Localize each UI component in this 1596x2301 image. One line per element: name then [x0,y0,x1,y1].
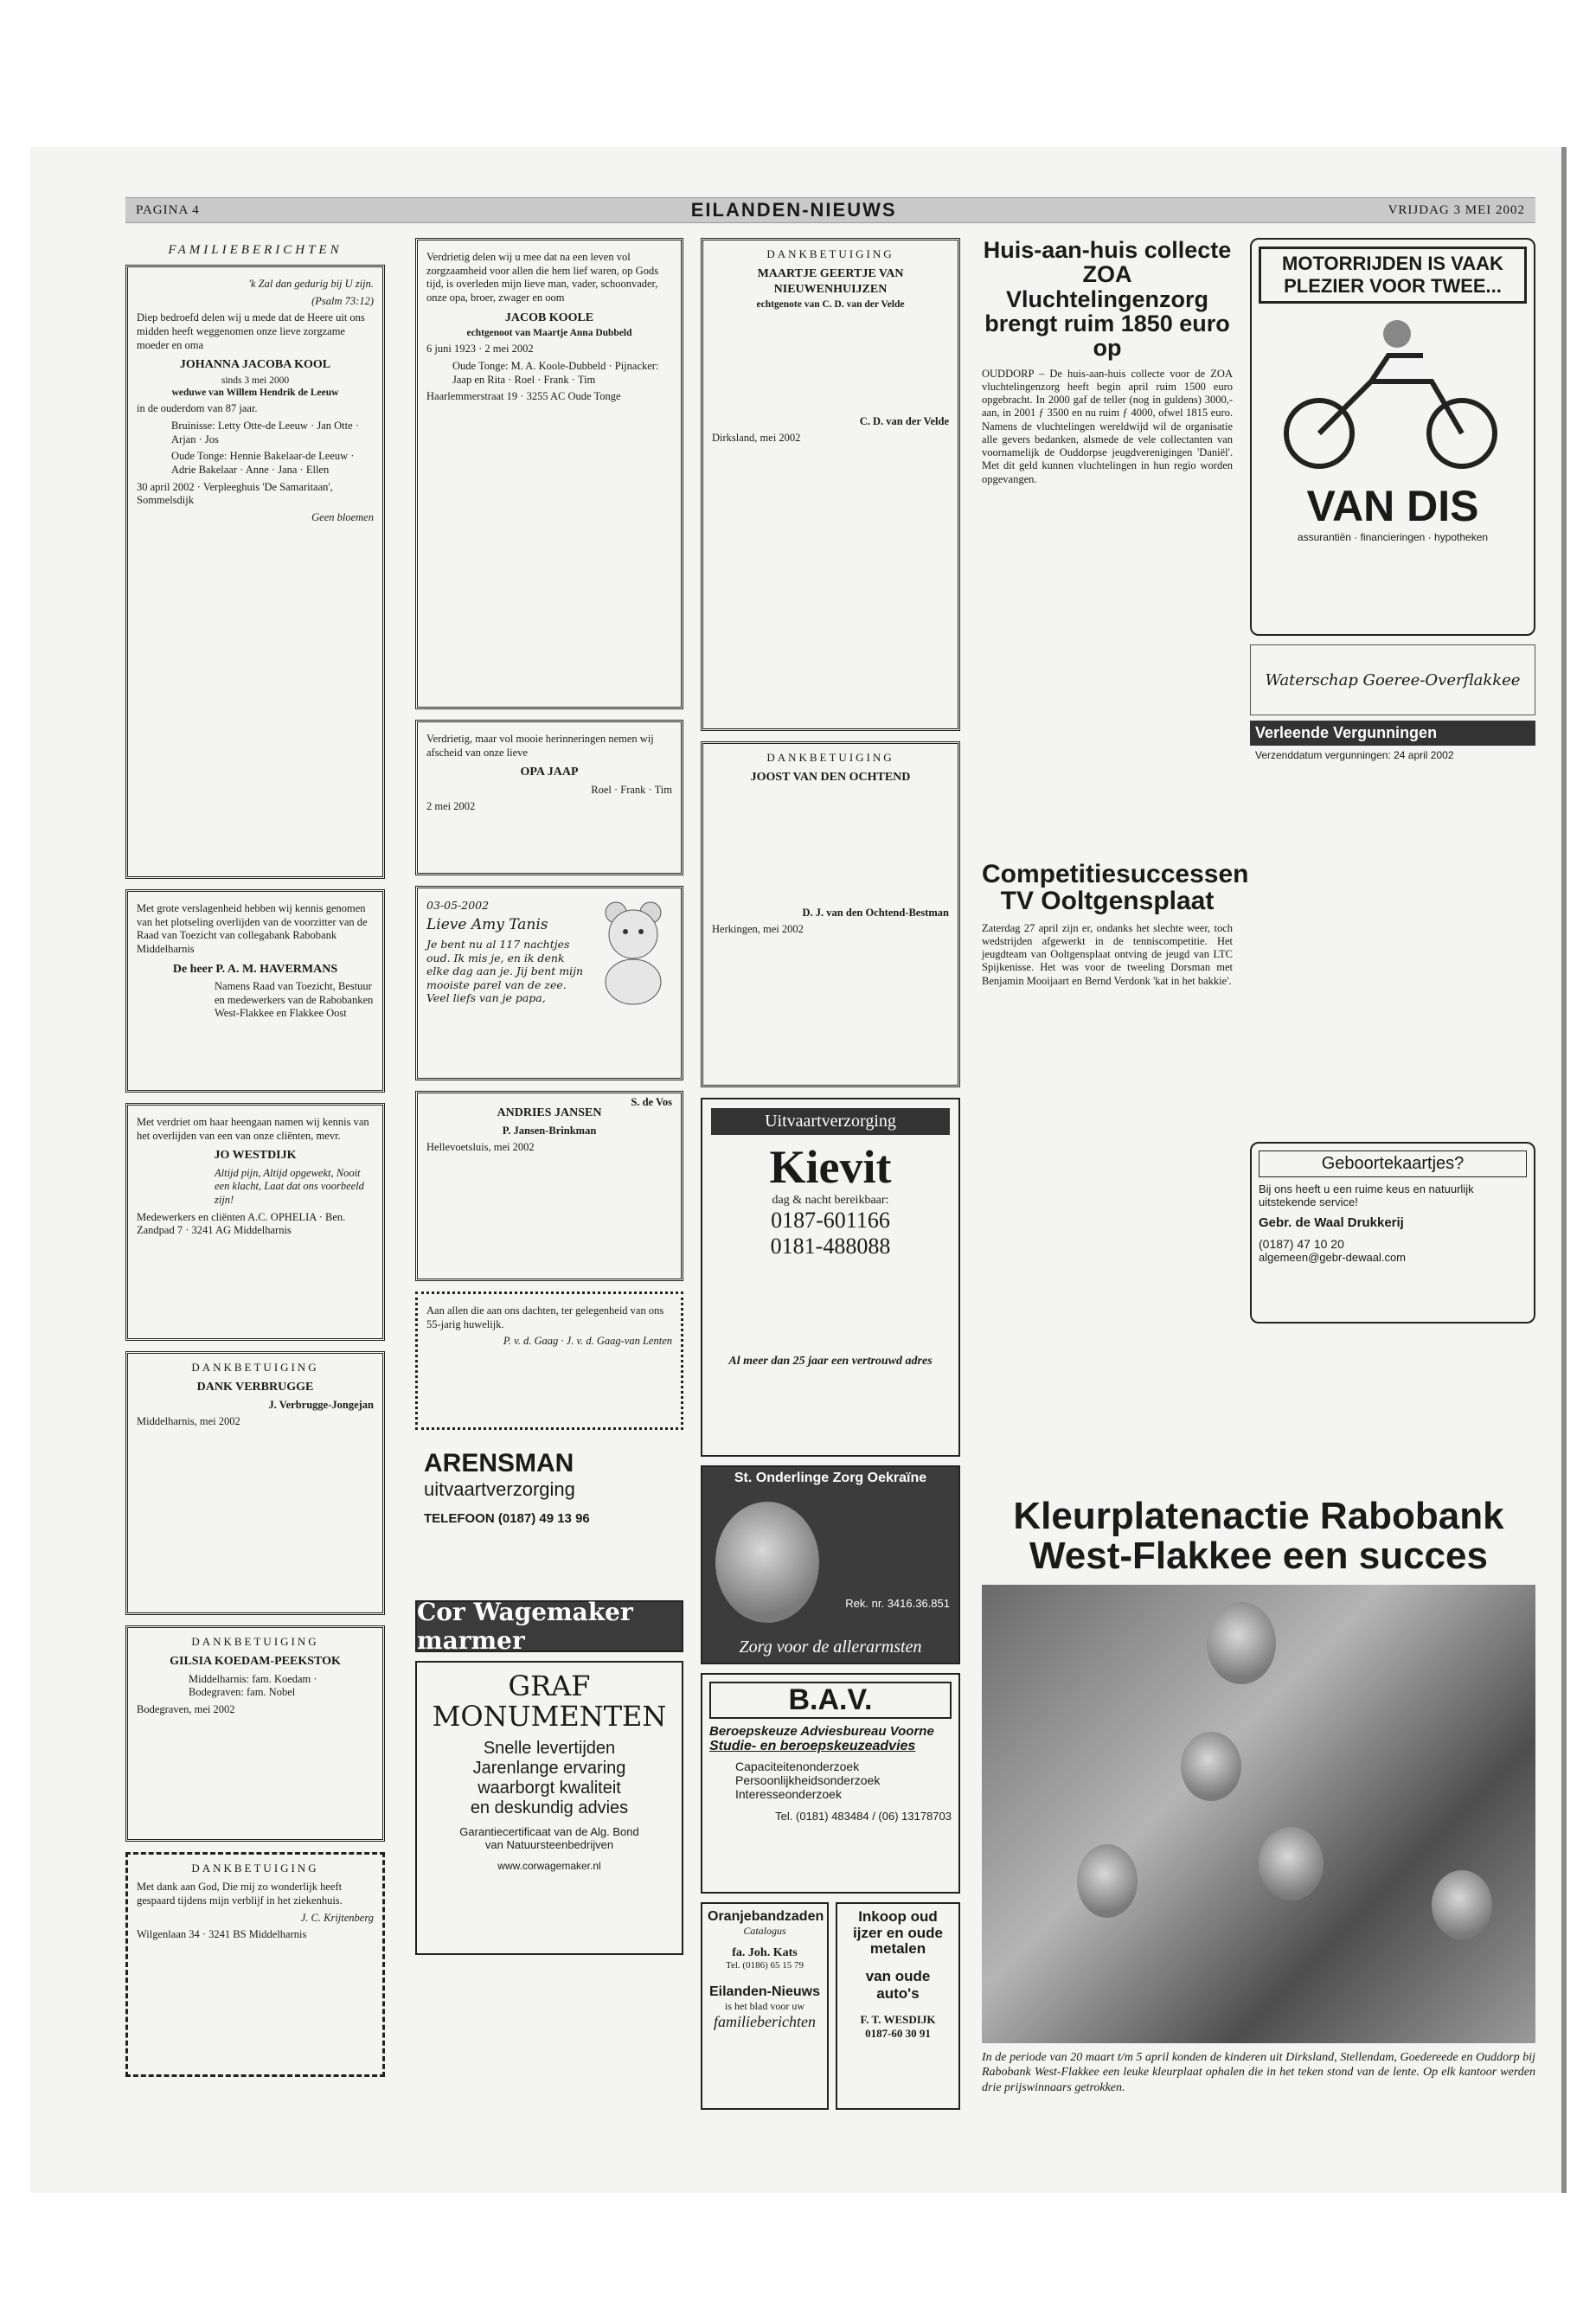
section-title: FAMILIEBERICHTEN [168,243,343,257]
signature: Namens Raad van Toezicht, Bestuur en medewerkers van de Rabobanken West-Flakkee en Flakkee Oost [215,980,374,1020]
notice-label: DANKBETUIGING [766,751,894,764]
notice-kool [125,265,385,879]
place: Herkingen, mei 2002 [712,923,804,936]
ad-contact[interactable]: www.corwagemaker.nl [497,1860,601,1873]
family-list: Oude Tonge: M. A. Koole-Dubbeld · Pijnacker: Jaap en Rita · Roel · Frank · Tim [452,360,659,386]
ad-line: Snelle levertijden [483,1739,616,1759]
ad-slogan: Zorg voor de allerarmsten [739,1638,922,1657]
notice-velde [701,238,960,731]
notice-amy [415,886,683,1109]
quote: 'k Zal dan gedurig bij U zijn. [248,278,374,290]
signature: D. J. van den Ochtend-Bestman [802,906,949,919]
ad-phone: (0187) 47 10 20 [1259,1237,1344,1251]
widow: weduwe van Willem Hendrik de Leeuw [171,388,339,398]
column-4 [982,237,1249,1484]
deceased-name: OPA JAAP [520,766,579,779]
deceased-name: DANK VERBRUGGE [196,1381,314,1394]
ad-waterschap [1250,644,1535,1133]
since: sinds 3 mei 2000 [221,375,290,386]
ad-title: Verleende Vergunningen [1250,721,1535,746]
deceased-name: JOOST VAN DEN OCHTEND [750,771,911,785]
date-place: 30 april 2002 · Verpleeghuis 'De Samaritaan', Sommelsdijk [137,480,333,507]
ad-bav [701,1673,960,1894]
signature: C. D. van der Velde [859,414,949,427]
masthead [125,197,1535,223]
ad-brand: VAN DIS [1306,482,1479,530]
ad-account: Rek. nr. 3416.36.851 [845,1597,950,1610]
children-photo [982,1585,1535,2043]
ad-title: Geboortekaartjes? [1259,1150,1527,1177]
ad-subtitle: uitvaartverzorging [424,1478,575,1500]
notice-text: Je bent nu al 117 nachtjes oud. Ik mis je, en ik denk elke dag aan je. Jij bent mijn mooiste parel van de zee. Veel liefs van je papa, [426,937,583,1005]
date: 03-05-2002 [426,899,490,912]
ad-wagemaker [415,1598,683,1655]
ad-title: St. Onderlinge Zorg Oekraïne [734,1471,927,1485]
notice-text: Aan allen die aan ons dachten, ter gelegenheid van ons 55-jarig huwelijk. [426,1304,664,1330]
ad-geboortekaartjes [1250,1142,1535,1324]
ad-footer: Al meer dan 25 jaar een vertrouwd adres [728,1355,933,1368]
ad-name: fa. Joh. Kats [732,1946,798,1959]
ad-arensman [415,1440,683,1592]
deceased-name: ANDRIES JANSEN [497,1106,602,1119]
family-list: Bruinisse: Letty Otte-de Leeuw · Jan Otte · Arjan · Jos [171,420,359,445]
spouse: echtgenoot van Maartje Anna Dubbeld [466,328,632,338]
ad-email[interactable]: algemeen@gebr-dewaal.com [1259,1251,1407,1264]
ad-phone: Tel. (0186) 65 15 79 [726,1960,804,1971]
address: Wilgenlaan 34 · 3241 BS Middelharnis [137,1928,307,1941]
deceased-name: JO WESTDIJK [214,1149,297,1163]
notice-text: Diep bedroefd delen wij u mede dat de Heere uit ons midden heeft weggenomen onze lieve zorgzame moeder en oma [137,311,365,351]
family-list: Middelharnis: fam. Koedam · Bodegraven: fam. Nobel [189,1672,317,1699]
ad-title: Cor Wagemaker marmer [417,1598,633,1655]
notice-westdijk [125,1103,385,1341]
ad-phone: Tel. (0181) 483484 / (06) 13178703 [775,1810,952,1823]
issue-date: VRIJDAG 3 MEI 2002 [1388,202,1525,217]
signature: J. Verbrugge-Jongejan [268,1398,374,1411]
ad-title: GRAF MONUMENTEN [432,1670,667,1734]
ad-phone: 0187-601166 [771,1208,890,1233]
signature: P. v. d. Gaag · J. v. d. Gaag-van Lenten [503,1335,672,1348]
notice-text: Met verdriet om haar heengaan namen wij kennis van het overlijden van een van onze cliënten, mevr. [137,1116,369,1142]
deceased-name: De heer P. A. M. HAVERMANS [172,962,338,976]
ad-motor-vandis [1250,238,1535,636]
age: in de ouderdom van 87 jaar. [137,402,258,415]
notice-gaag [415,1292,683,1430]
notice-label: DANKBETUIGING [191,1635,319,1648]
ad-oud-ijzer [836,1902,960,2110]
ad-tagline: assurantiën · financieringen · hypotheken [1297,531,1489,543]
notice-jansen [415,1091,683,1281]
motorbike-icon [1259,304,1527,477]
ad-line: is het blad voor uw [725,2000,804,2012]
column-2 [415,238,683,2184]
ad-kievit [701,1098,960,1457]
ad-subtitle: Catalogus [743,1925,786,1937]
notice-koedam [125,1625,385,1842]
notice-ochtend [701,741,960,1087]
poem: Altijd pijn, Altijd opgewekt, Nooit een klacht, Laat dat ons voorbeeld zijn! [215,1166,364,1206]
ad-line: waarborgt kwaliteit [478,1779,621,1798]
notice-krijtenberg [125,1852,385,2077]
article-headline: Competitiesuccessen TV Ooltgensplaat [982,859,1249,916]
notice-label: DANKBETUIGING [191,1361,319,1374]
column-3 [701,238,960,2184]
portrait-photo [715,1502,819,1623]
ad-subtitle: Studie- en beroepskeuzeadvies [709,1739,916,1753]
ad-contact: F. T. WESDIJK [860,2013,936,2027]
ad-brand: Waterschap Goeree-Overflakkee [1250,644,1535,715]
dates: 6 juni 1923 · 2 mei 2002 [426,343,534,356]
ad-title: Eilanden-Nieuws [708,1984,821,1999]
ad-line: dag & nacht bereikbaar: [772,1194,889,1207]
ad-title: MOTORRIJDEN IS VAAK PLEZIER VOOR TWEE... [1259,247,1527,304]
page-number: PAGINA 4 [136,202,200,217]
signature: Medewerkers en cliënten A.C. OPHELIA · Ben. Zandpad 7 · 3241 AG Middelharnis [137,1210,346,1237]
ad-name: van oude auto's [865,1968,931,2003]
notice-text: Verdrietig delen wij u mee dat na een leven vol zorgzaamheid voor allen die hem lief waren, op Gods tijd, is overleden mijn lieve man, vader, schoonvader, onze opa, broer, zwager en oom [426,251,659,304]
article-headline: Huis-aan-huis collecte ZOA Vluchtelingenzorg brengt ruim 1850 euro op [983,237,1232,362]
ad-title: Oranjebandzaden [708,1909,824,1924]
notice-havermans [125,889,385,1093]
ad-list-item: Persoonlijkheidsonderzoek [735,1773,881,1787]
notice-text: Verdrietig, maar vol mooie herinneringen nemen wij afscheid van onze lieve [426,733,654,759]
ad-title: Uitvaartverzorging [711,1108,950,1135]
quote-ref: (Psalm 73:12) [311,294,374,307]
article-body: Zaterdag 27 april zijn er, ondanks het slechte weer, toch wedstrijden afgewerkt in de tenniscompetitie. Het jeugdteam van Ooltgensplaat ontving de jeugd van LTC Spijkenisse. Het was voor de tweeling Dorsman met Benjamin Mooijaart en Bernd Verdonk 'kat in het bakkie'. [982,921,1233,987]
notice-koole [415,238,683,709]
ad-line: en deskundig advies [470,1798,629,1818]
newspaper-page [30,147,1567,2193]
newspaper-title: EILANDEN-NIEUWS [690,199,897,221]
place: Dirksland, mei 2002 [712,432,801,445]
signature: S. de Vos [631,1096,672,1109]
ad-phone: 0187-60 30 91 [865,2027,931,2041]
photo-caption: In de periode van 20 maart t/m 5 april konden de kinderen uit Dirksland, Stellendam, Goedereede en Ouddorp bij Rabobank West-Flakkee een leuke kleurplaat ophalen die in het teken stond van de lente. Op elk kantoor werden drie prijswinnaars getrokken. [982,2051,1535,2094]
notice-label: DANKBETUIGING [766,247,894,260]
ad-title: Beroepskeuze Adviesbureau Voorne [709,1724,934,1739]
ad-line: familieberichten [714,2013,816,2030]
family-list: Roel · Frank · Tim [591,783,672,796]
place: Middelharnis, mei 2002 [137,1415,240,1428]
ad-phone: TELEFOON (0187) 49 13 96 [424,1511,590,1526]
ad-logo: B.A.V. [709,1682,952,1719]
spouse: echtgenote van C. D. van der Velde [756,299,905,311]
closing: Geen bloemen [311,510,374,523]
ad-date: Verzenddatum vergunningen: 24 april 2002 [1255,749,1454,761]
rabobank-article [982,1497,1535,2171]
deceased-name: MAARTJE GEERTJE VAN NIEUWENHUIJZEN [757,267,904,296]
deceased-name: JACOB KOOLE [504,311,594,324]
ad-list-item: Capaciteitenonderzoek [735,1759,860,1773]
ad-line: Jarenlange ervaring [472,1759,626,1779]
ad-text: Bij ons heeft u een ruime keus en natuurlijk uitstekende service! [1259,1183,1474,1208]
article-headline: Kleurplatenactie Rabobank West-Flakkee een succes [1013,1495,1504,1578]
ad-phone: 0181-488088 [770,1234,891,1259]
deceased-name: JOHANNA JACOBA KOOL [179,358,331,372]
ad-ozo [701,1465,960,1664]
place: Bodegraven, mei 2002 [137,1703,235,1715]
ad-line: van Natuursteenbedrijven [484,1838,614,1852]
ad-line: Garantiecertificaat van de Alg. Bond [459,1825,639,1839]
notice-title: Lieve Amy Tanis [426,915,548,933]
ad-name: Kievit [769,1141,892,1193]
article-body: OUDDORP – De huis-aan-huis collecte voor de ZOA vluchtelingenzorg heeft begin april ruim 1500 euro opgebracht. In 2000 gaf de teller (nog in guldens) 3000,- aan, in 2001 ƒ 3500 en nu ruim ƒ 4000, ofwel 1815 euro. Namens de vluchtelingen wereldwijd wil de organisatie alle gevers bedanken, alsmede de vele collectanten van voornamelijk de Ouddorpse jeugdverenigingen 'Daniël'. Met dit geld kunnen vluchtelingen in hun regio worden opgevangen. [982,367,1233,485]
ad-title: Inkoop oud ijzer en oude metalen [853,1908,943,1958]
column-5 [1250,238,1535,1484]
small-ads-row [701,1902,960,2118]
notice-jaap [415,720,683,875]
teddy-bear-icon [594,895,672,1008]
notice-text: Met dank aan God, Die mij zo wonderlijk heeft gespaard tijdens mijn verblijf in het ziekenhuis. [137,1881,343,1907]
signature: J. C. Krijtenberg [300,1911,374,1924]
notice-label: DANKBETUIGING [191,1862,319,1875]
signature: P. Jansen-Brinkman [502,1124,597,1137]
ad-oranjebandzaden [701,1902,829,2110]
notice-verbrugge [125,1351,385,1615]
family-list: Oude Tonge: Hennie Bakelaar-de Leeuw · Adrie Bakelaar · Anne · Jana · Ellen [171,450,355,476]
address: Haarlemmerstraat 19 · 3255 AC Oude Tonge [426,390,621,403]
ad-title: ARENSMAN [424,1449,574,1477]
ad-company: Gebr. de Waal Drukkerij [1259,1215,1404,1230]
column-1 [125,238,385,2184]
notice-text: Met grote verslagenheid hebben wij kennis genomen van het plotseling overlijden van de voorzitter van de Raad van Toezicht van collegabank Rabobank Middelharnis [137,902,368,955]
ad-list-item: Interesseonderzoek [735,1787,842,1801]
date: 2 mei 2002 [426,800,476,813]
place: Hellevoetsluis, mei 2002 [426,1141,535,1154]
ad-graf-monumenten [415,1661,683,1955]
deceased-name: GILSIA KOEDAM-PEEKSTOK [170,1655,341,1669]
